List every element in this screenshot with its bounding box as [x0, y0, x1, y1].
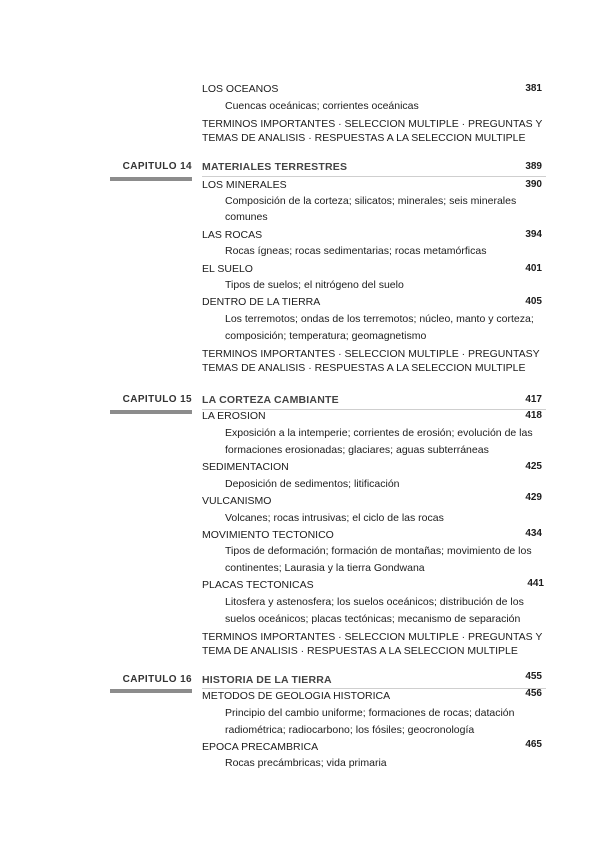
- section-title: EPOCA PRECAMBRICA: [202, 741, 319, 753]
- section-description: continentes; Laurasia y la tierra Gondwana: [225, 562, 425, 574]
- terms-line: TERMINOS IMPORTANTES · SELECCION MULTIPLE · PREGUNTAS Y: [202, 118, 543, 130]
- chapter-label: CAPITULO 14: [122, 161, 192, 172]
- section-description: Tipos de deformación; formación de montañas; movimiento de los: [225, 545, 532, 557]
- section-description: Rocas ígneas; rocas sedimentarias; rocas metamórficas: [225, 245, 487, 257]
- section-title: LA EROSION: [202, 410, 266, 422]
- chapter-rule: [202, 176, 546, 177]
- section-description: Deposición de sedimentos; litificación: [225, 478, 400, 490]
- section-title-los-oceanos: LOS OCEANOS: [202, 83, 279, 95]
- page-number: 441: [527, 578, 544, 589]
- page-number: 381: [525, 83, 542, 94]
- section-title: MOVIMIENTO TECTONICO: [202, 529, 334, 541]
- section-description: Composición de la corteza; silicatos; minerales; seis minerales: [225, 195, 517, 207]
- page-number: 425: [525, 461, 542, 472]
- chapter-title: MATERIALES TERRESTRES: [202, 161, 348, 173]
- chapter-page-number: 389: [525, 161, 542, 172]
- chapter-page-number: 417: [525, 394, 542, 405]
- terms-line: TEMAS DE ANALISIS · RESPUESTAS A LA SELECCION MULTIPLE: [202, 362, 526, 374]
- page-number: 434: [525, 528, 542, 539]
- section-description: composición; temperatura; geomagnetismo: [225, 330, 427, 342]
- page-number: 401: [525, 263, 542, 274]
- section-title: LAS ROCAS: [202, 229, 263, 241]
- chapter-title: HISTORIA DE LA TIERRA: [202, 674, 332, 686]
- terms-line: TEMAS DE ANALISIS · RESPUESTAS A LA SELECCION MULTIPLE: [202, 132, 526, 144]
- section-description: Rocas precámbricas; vida primaria: [225, 757, 387, 769]
- section-title: DENTRO DE LA TIERRA: [202, 296, 321, 308]
- section-description: Principio del cambio uniforme; formaciones de rocas; datación: [225, 707, 515, 719]
- section-title: LOS MINERALES: [202, 179, 287, 191]
- page-number: 394: [525, 229, 542, 240]
- page-number: 405: [525, 296, 542, 307]
- section-title: PLACAS TECTONICAS: [202, 579, 314, 591]
- chapter-bar: [110, 410, 192, 414]
- section-description: Cuencas oceánicas; corrientes oceánicas: [225, 100, 419, 112]
- chapter-label: CAPITULO 15: [122, 394, 192, 405]
- section-description: Tipos de suelos; el nitrógeno del suelo: [225, 279, 404, 291]
- page-number: 465: [525, 739, 542, 750]
- page-number: 456: [525, 688, 542, 699]
- chapter-rule: [202, 688, 546, 689]
- section-title: VULCANISMO: [202, 495, 272, 507]
- section-title: METODOS DE GEOLOGIA HISTORICA: [202, 690, 391, 702]
- page-number: 418: [525, 410, 542, 421]
- section-title: SEDIMENTACION: [202, 461, 289, 473]
- chapter-page-number: 455: [525, 671, 542, 682]
- chapter-bar: [110, 689, 192, 693]
- page-number: 429: [525, 492, 542, 503]
- section-description: Los terremotos; ondas de los terremotos; núcleo, manto y corteza;: [225, 313, 534, 325]
- section-description: formaciones erosionadas; glaciares; aguas subterráneas: [225, 444, 489, 456]
- section-description: Exposición a la intemperie; corrientes de erosión; evolución de las: [225, 427, 533, 439]
- chapter-bar: [110, 177, 192, 181]
- section-description: comunes: [225, 211, 268, 223]
- section-title: EL SUELO: [202, 263, 253, 275]
- section-description: suelos oceánicos; placas tectónicas; mecanismo de separación: [225, 613, 521, 625]
- page-number: 390: [525, 179, 542, 190]
- section-description: Litosfera y astenosfera; los suelos oceánicos; distribución de los: [225, 596, 524, 608]
- terms-line: TERMINOS IMPORTANTES · SELECCION MULTIPLE · PREGUNTASY: [202, 348, 540, 360]
- chapter-label: CAPITULO 16: [122, 674, 192, 685]
- terms-line: TEMA DE ANALISIS · RESPUESTAS A LA SELECCION MULTIPLE: [202, 645, 518, 657]
- section-description: radiométrica; radiocarbono; los fósiles; geocronología: [225, 724, 475, 736]
- terms-line: TERMINOS IMPORTANTES · SELECCION MULTIPLE · PREGUNTAS Y: [202, 631, 543, 643]
- section-description: Volcanes; rocas intrusivas; el ciclo de las rocas: [225, 512, 444, 524]
- chapter-title: LA CORTEZA CAMBIANTE: [202, 394, 339, 406]
